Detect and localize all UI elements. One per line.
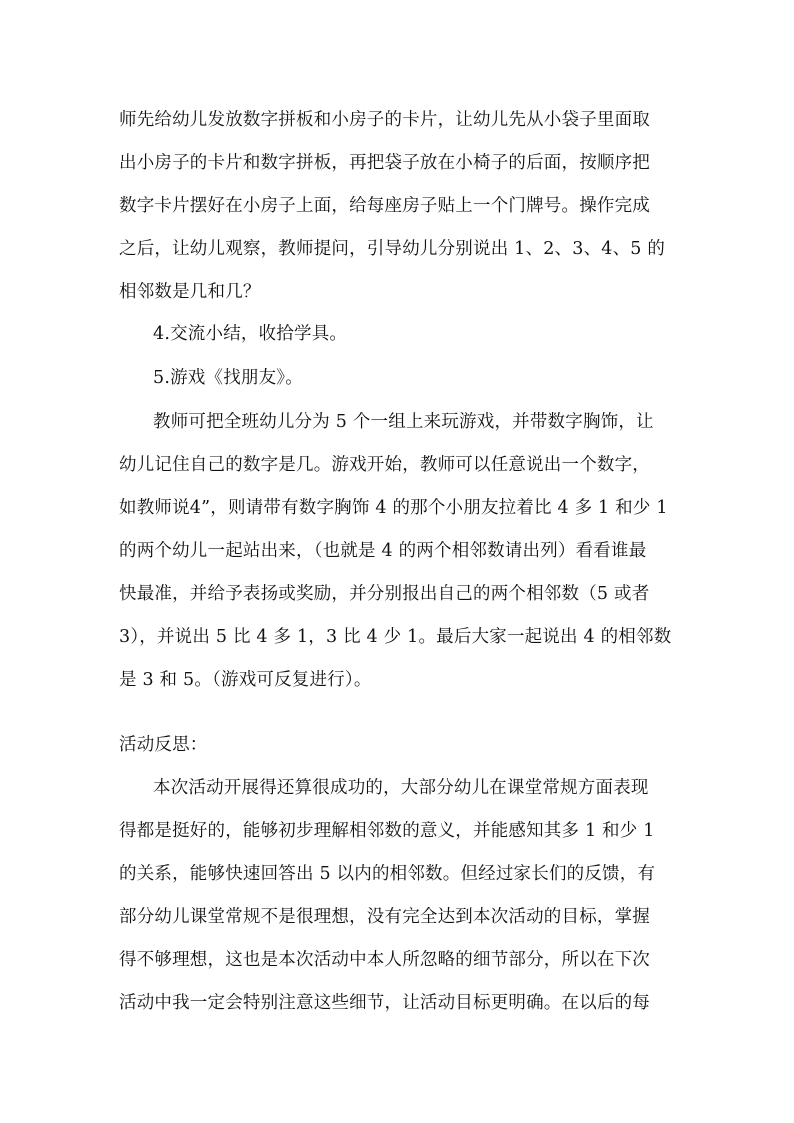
paragraph-line: 得不够理想，这也是本次活动中本人所忽略的细节部分，所以在下次 bbox=[119, 950, 650, 970]
paragraph-line: 本次活动开展得还算很成功的，大部分幼儿在课堂常规方面表现 bbox=[153, 778, 649, 798]
step-5: 5.游戏《找朋友》。 bbox=[153, 368, 303, 388]
paragraph-line: 部分幼儿课堂常规不是很理想，没有完全达到本次活动的目标，掌握 bbox=[119, 907, 650, 927]
paragraph-line: 的两个幼儿一起站出来，（也就是 4 的两个相邻数请出列）看看谁最 bbox=[119, 541, 647, 561]
paragraph-line: 之后，让幼儿观察，教师提问，引导幼儿分别说出 1、2、3、4、5 的 bbox=[119, 239, 666, 259]
section-heading: 活动反思： bbox=[119, 735, 208, 755]
paragraph-line: 3），并说出 5 比 4 多 1，3 比 4 少 1。最后大家一起说出 4 的相邻数 bbox=[119, 627, 672, 647]
paragraph-line: 出小房子的卡片和数字拼板，再把袋子放在小椅子的后面，按顺序把 bbox=[119, 153, 650, 173]
paragraph-line: 相邻数是几和几？ bbox=[119, 282, 261, 302]
paragraph-line: 数字卡片摆好在小房子上面，给每座房子贴上一个门牌号。操作完成 bbox=[119, 196, 650, 216]
paragraph-line: 快最准，并给予表扬或奖励，并分别报出自己的两个相邻数（5 或者 bbox=[119, 584, 650, 604]
paragraph-line: 得都是挺好的，能够初步理解相邻数的意义，并能感知其多 1 和少 1 bbox=[119, 821, 655, 841]
paragraph-line: 的关系，能够快速回答出 5 以内的相邻数。但经过家长们的反馈，有 bbox=[119, 864, 656, 884]
paragraph-line: 是 3 和 5。（游戏可反复进行）。 bbox=[119, 670, 372, 690]
paragraph-line: 幼儿记住自己的数字是几。游戏开始，教师可以任意说出一个数字， bbox=[119, 455, 650, 475]
paragraph-line: 师先给幼儿发放数字拼板和小房子的卡片，让幼儿先从小袋子里面取 bbox=[119, 110, 650, 130]
paragraph-line: 如教师说4”，则请带有数字胸饰 4 的那个小朋友拉着比 4 多 1 和少 1 bbox=[119, 498, 668, 518]
paragraph-line: 教师可把全班幼儿分为 5 个一组上来玩游戏，并带数字胸饰，让 bbox=[153, 412, 654, 432]
paragraph-line: 活动中我一定会特别注意这些细节，让活动目标更明确。在以后的每 bbox=[119, 993, 650, 1013]
step-4: 4.交流小结，收拾学具。 bbox=[153, 324, 348, 344]
